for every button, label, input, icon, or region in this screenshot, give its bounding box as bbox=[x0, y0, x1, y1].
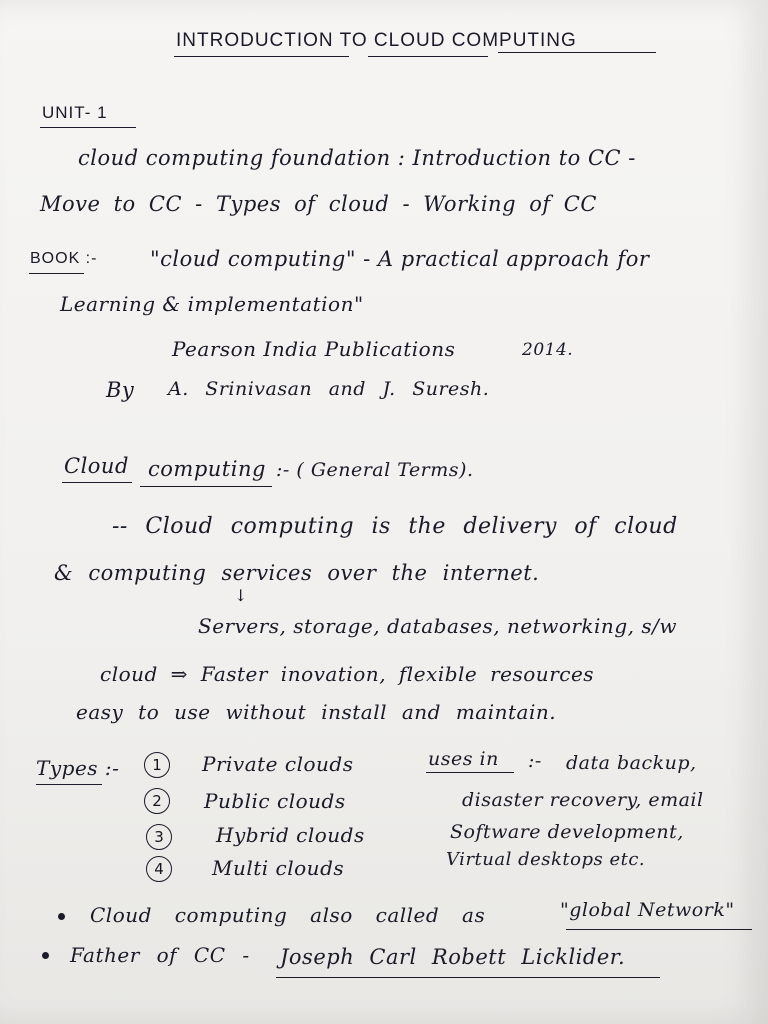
uses-underline bbox=[426, 772, 514, 773]
bullet-1-text: Cloud computing also called as bbox=[90, 903, 486, 927]
unit-heading: UNIT- 1 bbox=[42, 103, 108, 122]
book-title-line-1: "cloud computing" - A practical approach for bbox=[150, 247, 650, 271]
book-label-underline bbox=[29, 273, 84, 274]
type-number-3: 3 bbox=[146, 824, 172, 850]
bullet-2-label: Father of CC - bbox=[70, 943, 250, 967]
definition-heading-rest: :- ( General Terms). bbox=[276, 459, 474, 481]
use-item-3: Software development, bbox=[450, 821, 684, 843]
bullet-2 bbox=[42, 952, 49, 959]
uses-label: uses in bbox=[428, 748, 499, 770]
definition-line-5: easy to use without install and maintain. bbox=[76, 700, 557, 724]
title-underline-3 bbox=[498, 52, 656, 53]
bullet-1 bbox=[58, 913, 65, 920]
global-network-underline bbox=[566, 929, 752, 930]
book-by-label: By bbox=[106, 378, 135, 402]
type-name-2: Public clouds bbox=[204, 789, 346, 813]
bullet-2-name: Joseph Carl Robett Licklider. bbox=[280, 945, 626, 969]
use-item-2: disaster recovery, email bbox=[462, 789, 704, 811]
down-arrow-icon: ↓ bbox=[234, 586, 248, 605]
bullet-1-highlight: "global Network" bbox=[560, 899, 735, 921]
definition-heading-computing: computing bbox=[148, 457, 266, 481]
book-year: 2014. bbox=[522, 340, 574, 360]
book-publisher: Pearson India Publications bbox=[172, 337, 456, 361]
type-name-3: Hybrid clouds bbox=[216, 823, 365, 847]
use-item-4: Virtual desktops etc. bbox=[446, 849, 646, 870]
definition-heading-cloud: Cloud bbox=[64, 454, 129, 478]
definition-line-1: -- Cloud computing is the delivery of cloud bbox=[112, 514, 678, 539]
uses-separator: :- bbox=[528, 750, 542, 772]
type-name-1: Private clouds bbox=[202, 752, 354, 776]
father-name-underline bbox=[276, 977, 660, 978]
definition-line-2: & computing services over the internet. bbox=[54, 561, 540, 585]
book-authors: A. Srinivasan and J. Suresh. bbox=[168, 378, 490, 400]
title-underline-2 bbox=[368, 56, 488, 57]
type-name-4: Multi clouds bbox=[212, 856, 345, 880]
use-item-1: data backup, bbox=[566, 752, 697, 774]
book-label: BOOK :- bbox=[30, 250, 98, 267]
types-underline bbox=[36, 784, 102, 785]
type-number-2: 2 bbox=[144, 788, 170, 814]
page-title: INTRODUCTION TO CLOUD COMPUTING bbox=[176, 30, 577, 51]
book-title-line-2: Learning & implementation" bbox=[60, 292, 364, 316]
type-number-1: 1 bbox=[144, 752, 170, 778]
types-label: Types :- bbox=[36, 756, 120, 780]
syllabus-line-2: Move to CC - Types of cloud - Working of CC bbox=[40, 192, 597, 216]
heading-underline-computing bbox=[140, 486, 272, 487]
syllabus-line-1: cloud computing foundation : Introduction to CC - bbox=[78, 146, 636, 170]
heading-underline-cloud bbox=[62, 482, 132, 483]
definition-line-3: Servers, storage, databases, networking, s/w bbox=[198, 614, 677, 638]
title-underline-1 bbox=[174, 56, 349, 57]
unit-underline bbox=[40, 127, 136, 128]
type-number-4: 4 bbox=[146, 856, 172, 882]
definition-line-4: cloud ⇒ Faster inovation, flexible resources bbox=[100, 662, 595, 686]
